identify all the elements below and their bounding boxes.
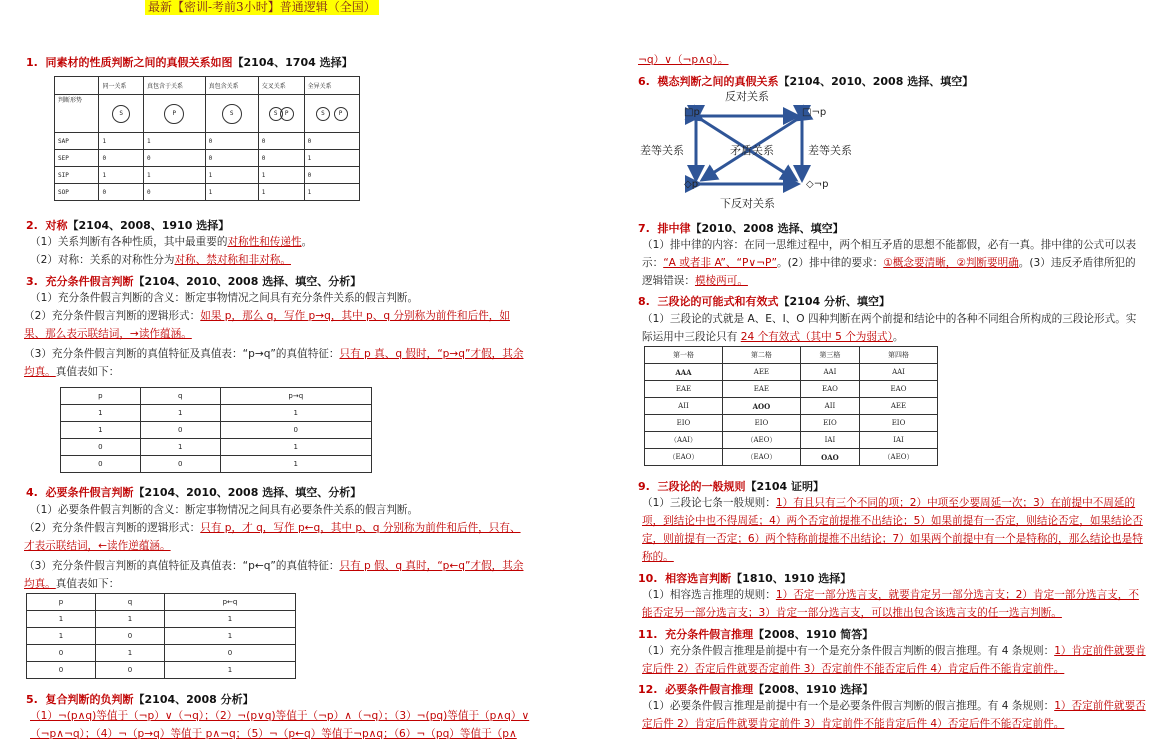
circle-disjoint-s: S — [316, 107, 330, 121]
contrary-label: 反对关系 — [725, 90, 769, 103]
necessary-not-p-label: □¬p — [802, 107, 827, 118]
section-3-heading: 3. 充分条件假言判断【2104、2010、2008 选择、填空、分析】 — [26, 275, 362, 288]
section-12-text: （1）必要条件假言推理是前提中有一个是必要条件假言判断的假言推理。有 4 条规则：1）否定前件就要否定后件 2）肯定后件就要肯定前件 3）肯定前件不能肯定后件 4）否定后件不能否定前件。 — [642, 700, 1146, 730]
possible-p-label: ◇p — [684, 179, 699, 190]
section-11-text: （1）充分条件假言推理是前提中有一个是充分条件假言判断的假言推理。有 4 条规则：1）肯定前件就要肯定后件 2）否定后件就要否定前件 3）否定前件不能否定后件 4）肯定后件不能肯定前件。 — [642, 645, 1146, 675]
circle-p-contains-s: P — [164, 104, 184, 124]
section-5-text: （1）¬(p∧q)等值于（¬p）∨（¬q）；（2）¬(p∨q)等值于（¬p）∧（¬q）；（3）¬(pq)等值于（p∧q）∨（¬p∧¬q）；（4）¬（p→q）等值于 p∧¬q；（5）¬（p←q）等值于¬p∧q；（6）¬（pq）等值于（p∧ — [30, 710, 530, 740]
section-10-text: （1）相容选言推理的规则：1）否定一部分选言支，就要肯定另一部分选言支；2）肯定一部分选言支，不能否定另一部分选言支；3）肯定一部分选言支，可以推出包含该选言支的任一选言判断。 — [642, 589, 1139, 619]
section-12-heading: 12. 必要条件假言推理【2008、1910 选择】 — [638, 683, 874, 696]
section-4-line-2: （2）充分条件假言判断的逻辑形式：只有 p，才 q，写作 p←q，其中 p、q 分别称为前件和后件，只有、才表示联结词，←读作逆蕴涵。 — [24, 522, 521, 552]
subaltern-left-label: 差等关系 — [640, 144, 684, 157]
relation-table: 同一关系 真包含于关系 真包含关系 交叉关系 全异关系 判断形势 S P S S P S P SAP 1 1 0 0 0 SEP 0 0 0 0 1 SIP 1 1 1 1 0 SOP 0 0 1 1 1 — [54, 76, 360, 201]
circle-overlap-s: S — [269, 107, 283, 121]
section-3-line-1: （1）充分条件假言判断的含义：断定事物情况之间具有充分条件关系的假言判断。 — [30, 292, 419, 304]
section-9-text: （1）三段论七条一般规则：1）有且只有三个不同的项；2）中项至少要周延一次；3）在前提中不周延的项，到结论中也不得周延；4）两个否定前提推不出结论；5）如果前提有一否定，则结论否定，如果结论否定，则前提有一否定；6）两个特称前提推不出结论；7）如果两个前提中有一个是特称的，那么结论也是特称的。 — [642, 497, 1143, 563]
necessary-p-label: □p — [684, 107, 700, 118]
section-4-heading: 4. 必要条件假言判断【2104、2010、2008 选择、填空、分析】 — [26, 486, 362, 499]
modal-square-diagram — [638, 86, 868, 216]
section-2-line-2: （2）对称：关系的对称性分为对称、禁对称和非对称。 — [30, 254, 291, 266]
circle-disjoint-p: P — [334, 107, 348, 121]
possible-not-p-label: ◇¬p — [806, 179, 829, 190]
document-title: 最新【密训-考前3小时】普通逻辑（全国） — [145, 0, 379, 15]
syllogism-figures-table: 第一格 第二格 第三格 第四格 AAA AEE AAI AAI EAE EAE EAO EAO AII AOO AII AEE EIO EIO EIO EIO （AAI） （AEO） IAI IAI （EAO） （EAO） OAO （AEO） — [644, 346, 938, 466]
subaltern-right-label: 差等关系 — [808, 144, 852, 157]
section-5-heading: 5. 复合判断的负判断【2104、2008 分析】 — [26, 693, 254, 706]
subcontrary-label: 下反对关系 — [720, 197, 775, 210]
section-7-text: （1）排中律的内容：在同一思维过程中，两个相互矛盾的思想不能都假，必有一真。排中律的公式可以表示：“A 或者非 A”、“P∨¬P”。(2）排中律的要求：①概念要清晰，②判断要明确。(3）违反矛盾律所犯的逻辑错误：模棱两可。 — [642, 239, 1137, 287]
section-11-heading: 11. 充分条件假言推理【2008、1910 简答】 — [638, 628, 874, 641]
section-3-line-3: （3）充分条件假言判断的真值特征及真值表：“p→q”的真值特征：只有 p 真、q 假时，“p→q”才假，其余均真。真值表如下： — [24, 348, 524, 378]
section-2-heading: 2. 对称【2104、2008、1910 选择】 — [26, 219, 230, 232]
section-8-text: （1）三段论的式就是 A、E、I、O 四种判断在两个前提和结论中的各种不同组合所构成的三段论形式。实际运用中三段论只有 24 个有效式（其中 5 个为弱式）。 — [642, 313, 1137, 343]
circle-overlap-p: P — [280, 107, 294, 121]
section-9-heading: 9. 三段论的一般规则【2104 证明】 — [638, 480, 824, 493]
section-2-line-1: （1）关系判断有各种性质，其中最重要的对称性和传递性。 — [30, 236, 313, 248]
section-6-heading: 6. 模态判断之间的真假关系【2104、2010、2008 选择、填空】 — [638, 75, 974, 88]
section-7-heading: 7. 排中律【2010、2008 选择、填空】 — [638, 222, 844, 235]
contradiction-label: 矛盾关系 — [730, 144, 774, 157]
section-8-heading: 8. 三段论的可能式和有效式【2104 分析、填空】 — [638, 295, 890, 308]
section-1-heading: 1. 同素材的性质判断之间的真假关系如图【2104、1704 选择】 — [26, 56, 353, 69]
section-10-heading: 10. 相容选言判断【1810、1910 选择】 — [638, 572, 852, 585]
necessary-truth-table: p q p←q 1 1 1 1 0 1 0 1 0 0 0 1 — [26, 593, 296, 679]
section-4-line-1: （1）必要条件假言判断的含义：断定事物情况之间具有必要条件关系的假言判断。 — [30, 504, 419, 516]
section-5-continuation: ¬q）∨（¬p∧q）。 — [638, 54, 729, 66]
circle-identity: S — [112, 105, 130, 123]
circle-s-contains-p: S — [222, 104, 242, 124]
section-3-line-2: （2）充分条件假言判断的逻辑形式：如果 p，那么 q，写作 p→q，其中 p、q 分别称为前件和后件，如果、那么表示联结词，→读作蕴涵。 — [24, 310, 510, 340]
section-4-line-3: （3）充分条件假言判断的真值特征及真值表：“p←q”的真值特征：只有 p 假、q 真时，“p←q”才假，其余均真。真值表如下： — [24, 560, 524, 590]
sufficient-truth-table: p q p→q 1 1 1 1 0 0 0 1 1 0 0 1 — [60, 387, 372, 473]
